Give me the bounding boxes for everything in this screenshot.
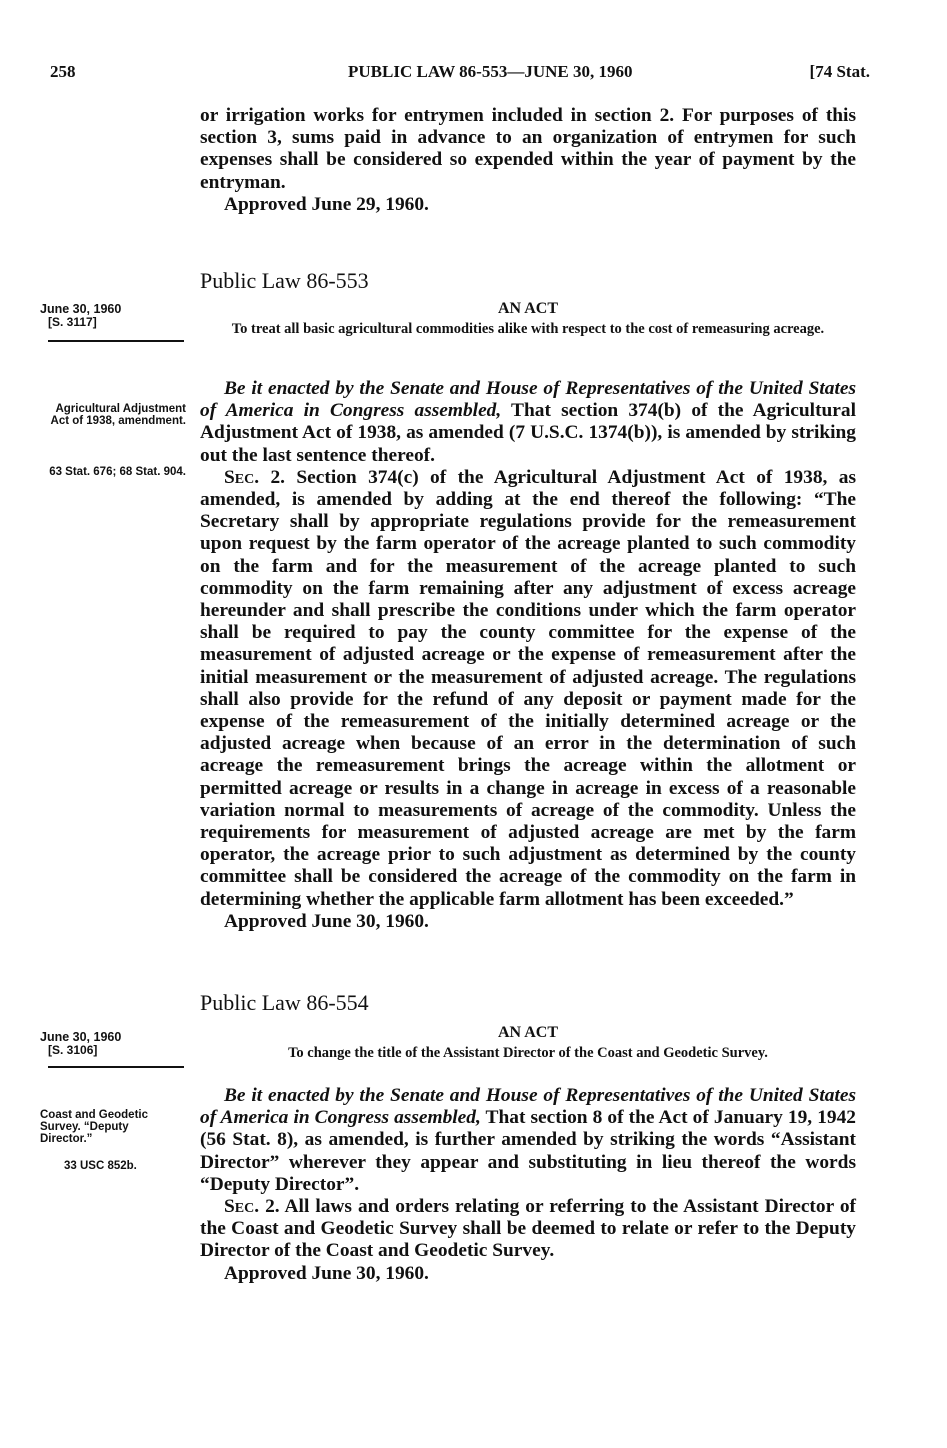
approved-line: Approved June 29, 1960.: [224, 193, 429, 215]
margin-note-subject: Agricultural Adjustment Act of 1938, amendment.: [50, 403, 186, 427]
law-title: Public Law 86-554: [200, 990, 369, 1015]
continuation-paragraph: or irrigation works for entrymen included in section 2. For purposes of this section 3, sums paid in advance to an organization of entrymen for such expenses shall be considered so expended within the year of payment by the entryman.: [200, 105, 856, 193]
running-title: PUBLIC LAW 86-553—JUNE 30, 1960: [348, 62, 633, 81]
margin-note-subject: Coast and Geodetic Survey. “Deputy Director.”: [40, 1109, 148, 1145]
section-2: [200, 1196, 856, 1263]
stat-reference: [74 Stat.: [809, 62, 870, 81]
section-2-label: Sec. 2.: [224, 1196, 280, 1218]
an-act-heading: AN ACT: [497, 300, 558, 317]
law-title: Public Law 86-553: [200, 268, 369, 293]
section-1-text: That section 374(b) of the Agricultural Adjustment Act of 1938, as amended (7 U.S.C. 1374(b)), is amended by striking out the last sentence thereof.: [200, 400, 856, 466]
section-1: [200, 1085, 856, 1196]
section-2: [200, 467, 856, 911]
page-number: 258: [50, 62, 76, 81]
margin-rule: [48, 1066, 184, 1068]
act-purpose: To change the title of the Assistant Director of the Coast and Geodetic Survey.: [288, 1045, 768, 1061]
margin-bill-number: [S. 3117]: [48, 315, 97, 329]
margin-rule: [48, 340, 184, 342]
page-header: [50, 62, 870, 86]
section-2-text: Section 374(c) of the Agricultural Adjustment Act of 1938, as amended, is amended by adding at the end thereof the following: “The Secretary shall by appropriate regulations provide for the remeasurement upon request by the farm operator of the acreage planted to such commodity on the farm and for the measurement of the acreage planted to such commodity on the farm remaining after any adjustment of excess acreage hereunder and shall prescribe the conditions under which the farm operator shall be required to pay the county committee for the expense of the measurement of adjusted acreage or the expense of remeasurement after the initial measurement or the measurement of adjusted acreage. The regulations shall also provide for the refund of any deposit or payment made for the expense of the remeasurement of the initially determined acreage or the adjusted acreage when because of an error in the determination of such acreage the remeasurement brings the acreage within the allotment or permitted acreage or results in a change in acreage in excess of a reasonable variation normal to measurements of acreage of the commodity. Unless the requirements for measurement of adjusted acreage are met by the farm operator, the acreage prior to such adjustment as determined by the county committee shall be considered the acreage of the commodity on the farm in determining whether the applicable farm allotment has been exceeded.”: [200, 466, 856, 910]
margin-date: June 30, 1960: [40, 1030, 122, 1044]
margin-note-citation: 33 USC 852b.: [64, 1160, 137, 1172]
approved-line: Approved June 30, 1960.: [224, 1262, 429, 1284]
section-1: [200, 378, 856, 467]
section-1-text: That section 8 of the Act of January 19, 1942 (56 Stat. 8), as amended, is further amended by striking the words “Assistant Director” wherever they appear and substituting in lieu thereof the words “Deputy Director”.: [200, 1107, 856, 1195]
an-act-heading: AN ACT: [497, 1024, 558, 1041]
approved-line: Approved June 30, 1960.: [224, 910, 429, 932]
margin-date: June 30, 1960: [40, 302, 122, 316]
enacting-clause: Be it enacted by the Senate and House of Representatives of the United States of America in Congress assembled,: [200, 1085, 856, 1129]
section-2-label: Sec. 2.: [224, 466, 285, 488]
law-553-body: [200, 378, 856, 933]
continuation-section: [200, 105, 856, 216]
margin-bill-number: [S. 3106]: [48, 1043, 98, 1057]
enacting-clause: Be it enacted by the Senate and House of Representatives of the United States of America in Congress assembled,: [200, 378, 856, 422]
section-2-text: All laws and orders relating or referring to the Assistant Director of the Coast and Geodetic Survey shall be deemed to relate or refer to the Deputy Director of the Coast and Geodetic Survey.: [200, 1196, 856, 1262]
act-purpose: To treat all basic agricultural commodities alike with respect to the cost of remeasuring acreage.: [231, 321, 825, 337]
law-554-body: [200, 1085, 856, 1285]
margin-note-citation: 63 Stat. 676; 68 Stat. 904.: [49, 466, 186, 478]
